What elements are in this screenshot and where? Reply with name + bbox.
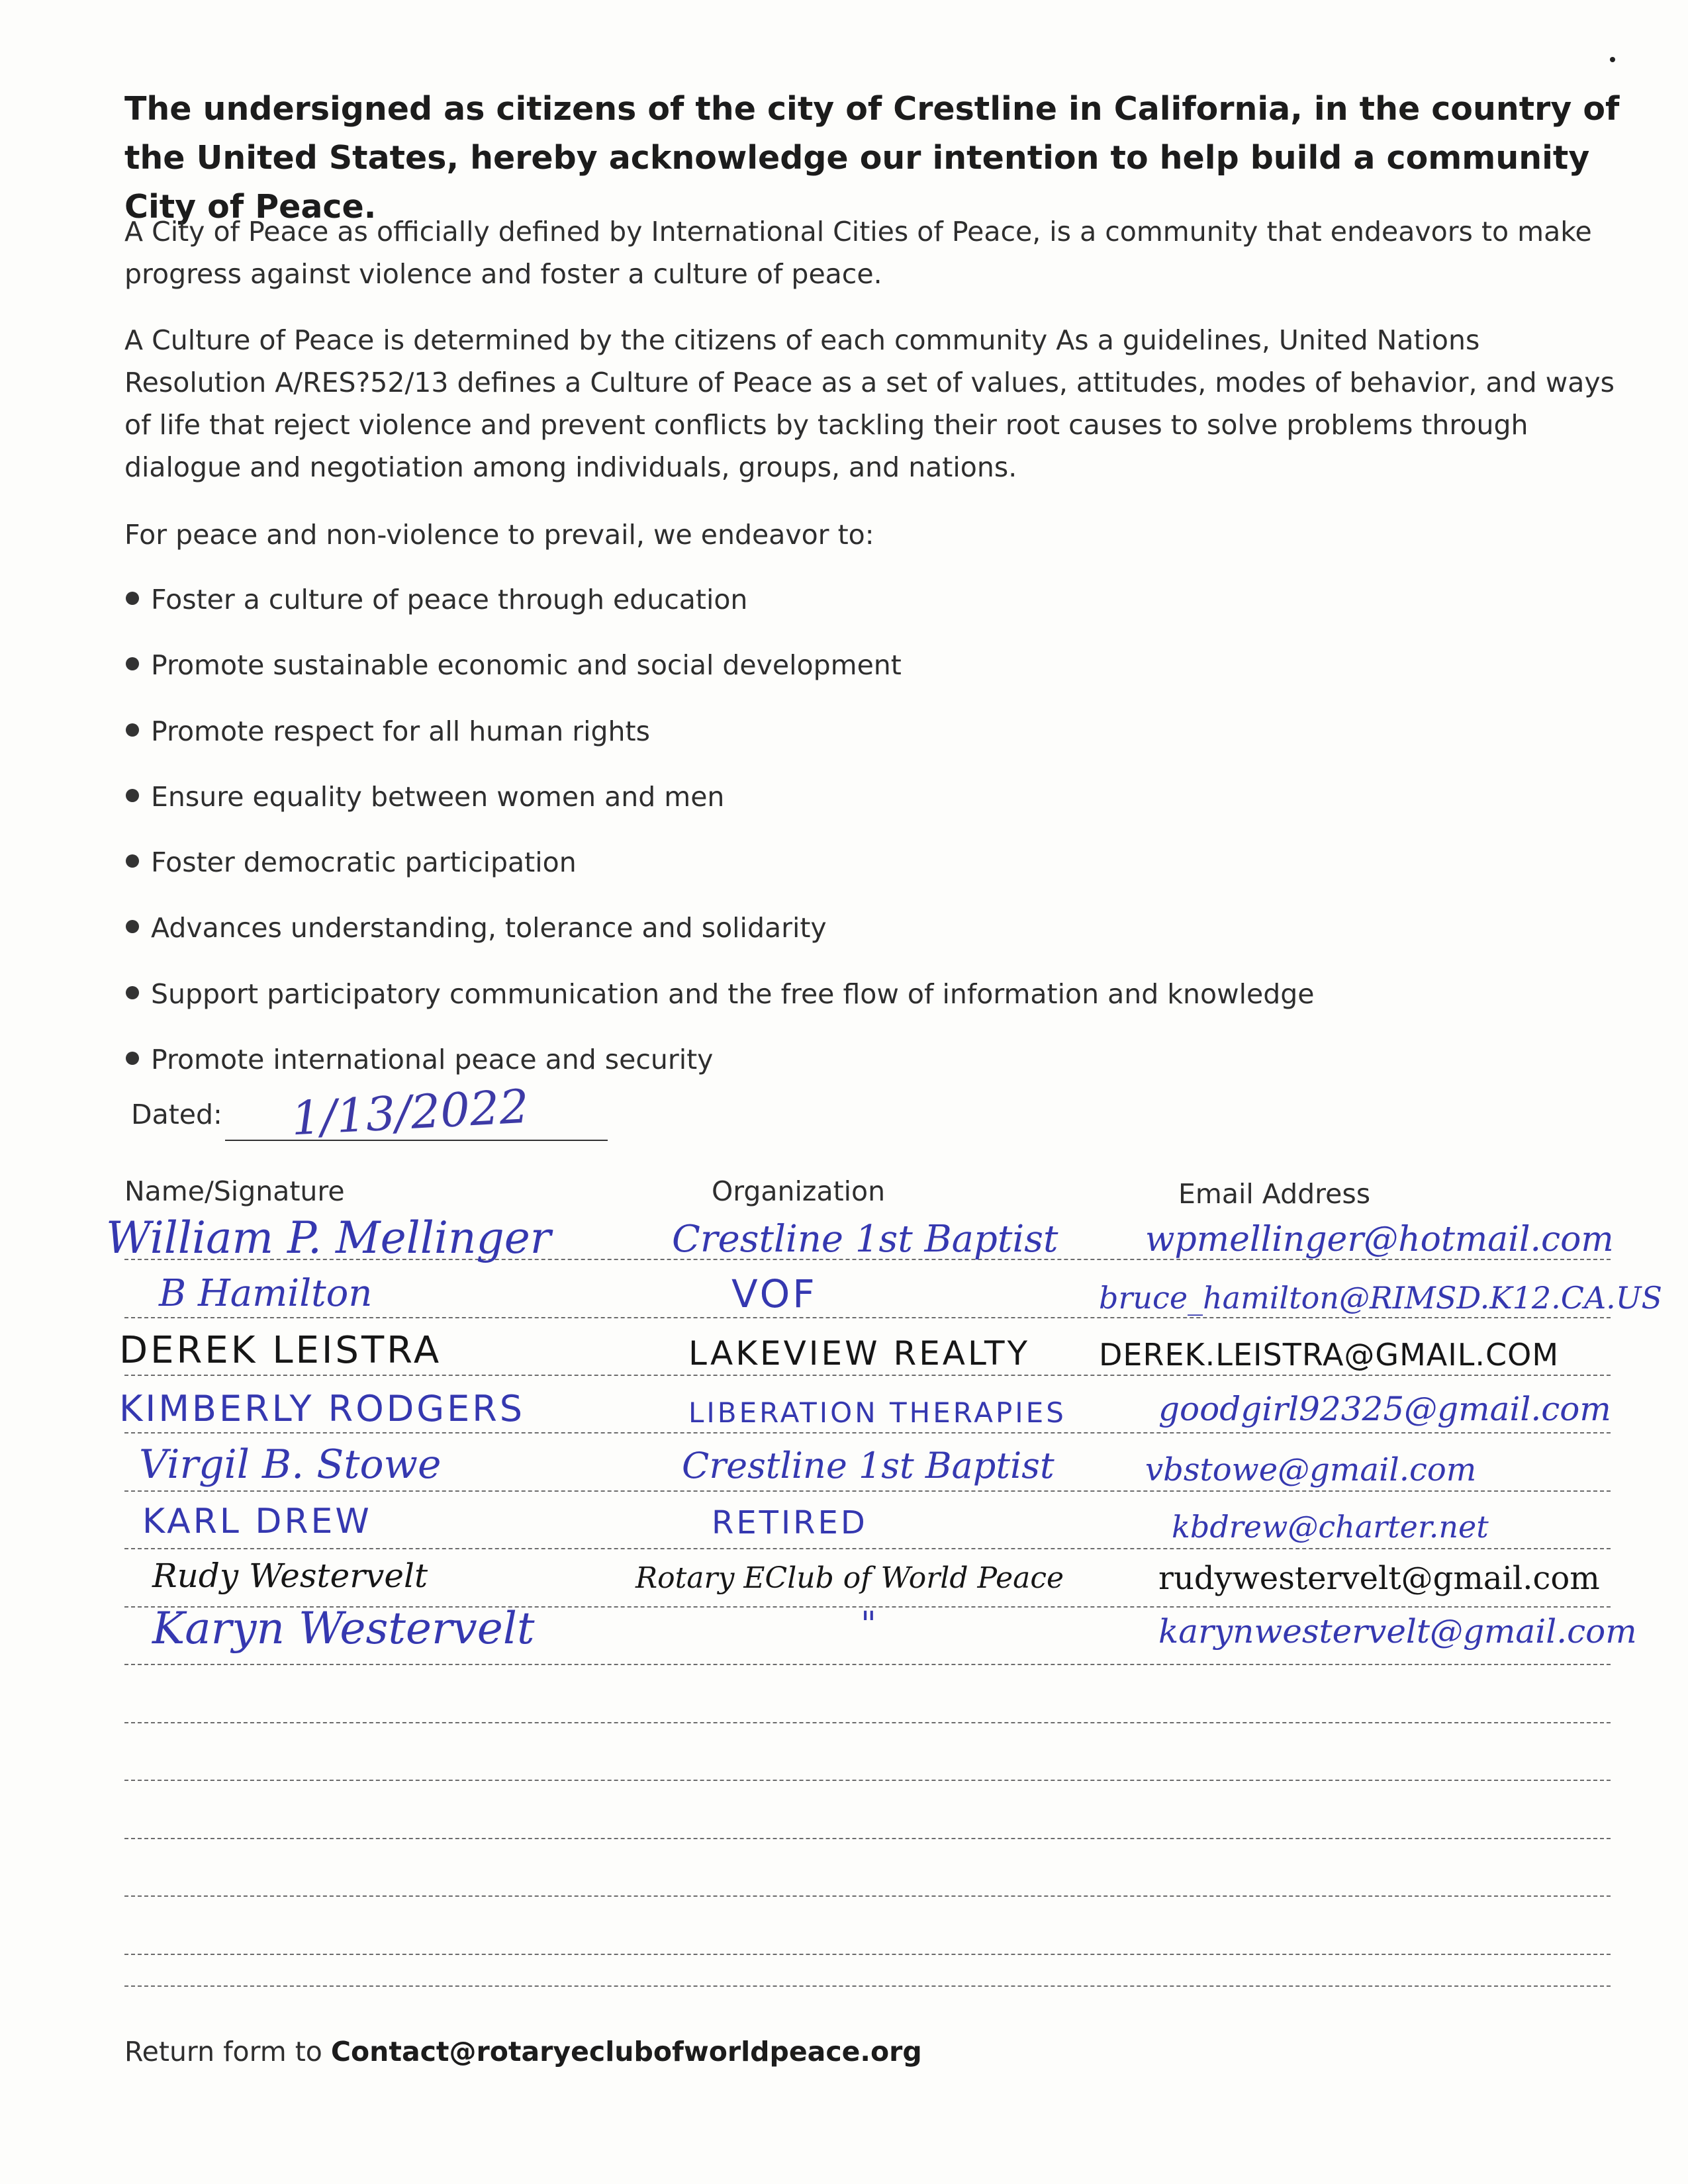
signature-name[interactable]: KIMBERLY RODGERS [119,1388,526,1430]
signature-organization[interactable]: Crestline 1st Baptist [672,1218,1058,1261]
return-label: Return form to [124,2036,331,2068]
bullet-icon [126,592,139,605]
signature-name[interactable]: William P. Mellinger [106,1212,551,1263]
dated-value[interactable]: 1/13/2022 [290,1079,530,1146]
list-item: Support participatory communication and the free flow of information and knowledge [124,974,1620,1040]
signature-email[interactable]: karynwestervelt@gmail.com [1158,1612,1637,1651]
list-item: Foster a culture of peace through education [124,580,1620,645]
organization-column-header: Organization [712,1175,886,1207]
signature-organization[interactable]: LAKEVIEW REALTY [688,1334,1031,1373]
list-item: Promote sustainable economic and social development [124,645,1620,711]
city-of-peace-definition: A City of Peace as officially defined by International Cities of Peace, is a community that endeavors to make progress against violence and foster a culture of peace. [124,216,1592,290]
culture-of-peace-definition: A Culture of Peace is determined by the citizens of each community As a guidelines, United Nations Resolution A/RES?52/13 defines a Culture of Peace as a set of values, attitudes, modes of behavior, and ways of life that reject violence and prevent conflicts by tackling their root causes to solve problems through dialogue and negotiation among individuals, groups, and nations. [124,324,1615,483]
bullet-icon [126,920,139,933]
signature-name[interactable]: Karyn Westervelt [152,1603,535,1654]
signature-line [124,1780,1611,1781]
list-item: Promote international peace and security [124,1040,1620,1105]
signature-email[interactable]: wpmellinger@hotmail.com [1145,1220,1614,1259]
signature-email[interactable]: bruce_hamilton@RIMSD.K12.CA.US [1099,1280,1663,1316]
signature-name[interactable]: Rudy Westervelt [152,1557,428,1595]
signature-name[interactable]: Virgil B. Stowe [139,1441,442,1488]
signature-line [124,1895,1611,1897]
signature-organization[interactable]: VOF [731,1271,818,1316]
bullet-icon [126,723,139,737]
bullet-icon [126,657,139,670]
dated-label: Dated: [131,1099,222,1130]
signature-line [124,1838,1611,1839]
list-item: Ensure equality between women and men [124,777,1620,842]
signature-email[interactable]: kbdrew@charter.net [1172,1509,1489,1545]
signature-line [124,1664,1611,1665]
signature-organization[interactable]: Rotary EClub of World Peace [635,1561,1064,1595]
list-item: Foster democratic participation [124,842,1620,908]
list-item: Promote respect for all human rights [124,711,1620,777]
scan-speck [1610,57,1615,62]
return-instructions [124,2036,922,2068]
bullet-icon [126,854,139,868]
signature-name[interactable]: DEREK LEISTRA [119,1329,442,1372]
signature-name[interactable]: KARL DREW [142,1502,372,1541]
contact-email[interactable]: Contact@rotaryeclubofworldpeace.org [330,2036,922,2068]
signature-line [124,1722,1611,1723]
bullet-icon [126,1052,139,1065]
signature-organization[interactable]: RETIRED [712,1504,868,1541]
bullet-icon [126,789,139,802]
endeavor-intro: For peace and non-violence to prevail, we endeavor to: [124,519,874,551]
signature-email[interactable]: DEREK.LEISTRA@GMAIL.COM [1099,1337,1560,1373]
dated-underline [225,1140,608,1141]
signature-email[interactable]: goodgirl92325@gmail.com [1158,1390,1611,1428]
list-item: Advances understanding, tolerance and solidarity [124,908,1620,974]
signature-organization[interactable]: " [861,1605,876,1645]
signature-line [124,1985,1611,1987]
signature-name[interactable]: B Hamilton [159,1272,373,1315]
email-column-header: Email Address [1178,1178,1371,1210]
signature-organization[interactable]: LIBERATION THERAPIES [688,1396,1066,1429]
signature-email[interactable]: vbstowe@gmail.com [1145,1451,1477,1488]
signature-email[interactable]: rudywestervelt@gmail.com [1158,1560,1600,1597]
signature-organization[interactable]: Crestline 1st Baptist [682,1445,1055,1486]
signature-line [124,1954,1611,1955]
endeavor-list [124,580,1620,1105]
petition-heading: The undersigned as citizens of the city of Crestline in California, in the country of the United States, hereby acknowledge our intention to help build a community City of Peace. [124,90,1620,226]
name-column-header: Name/Signature [124,1175,345,1207]
bullet-icon [126,986,139,999]
